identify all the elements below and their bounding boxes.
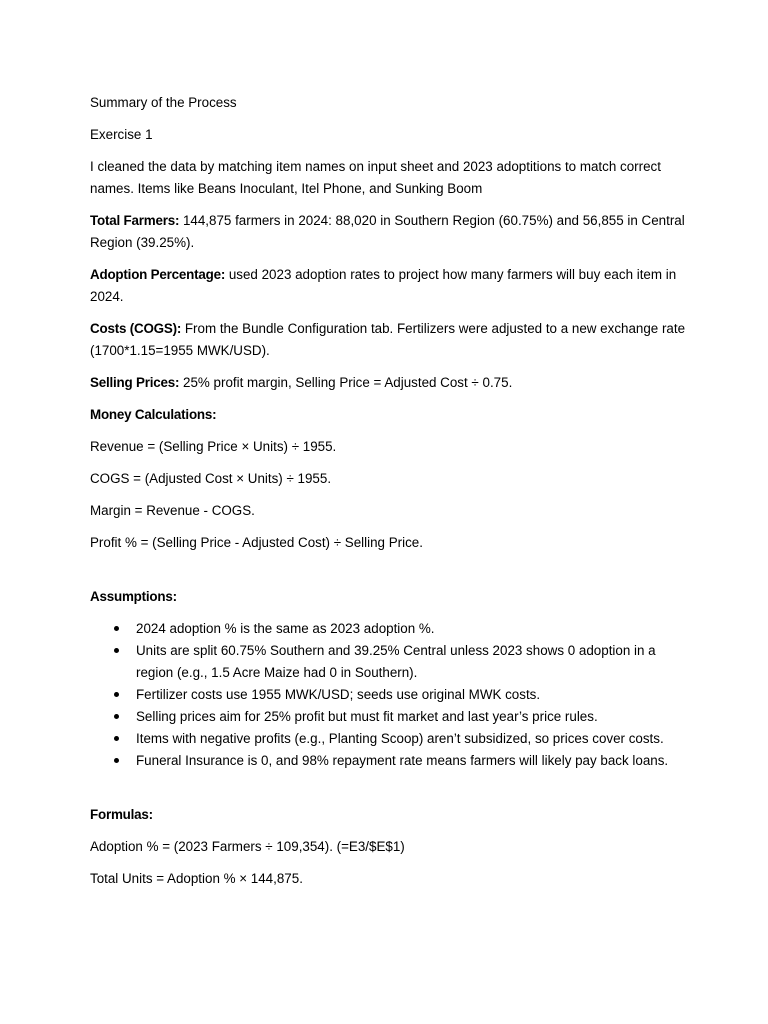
margin-formula: Margin = Revenue - COGS. — [90, 503, 255, 518]
assumption-item: Fertilizer costs use 1955 MWK/USD; seeds use original MWK costs. — [90, 684, 690, 706]
selling-prices-label: Selling Prices: — [90, 375, 180, 390]
adoption-percentage-label: Adoption Percentage: — [90, 267, 226, 282]
profit-formula: Profit % = (Selling Price - Adjusted Cost) ÷ Selling Price. — [90, 535, 423, 550]
total-farmers-paragraph — [90, 210, 690, 254]
assumption-item: 2024 adoption % is the same as 2023 adoption %. — [90, 618, 690, 640]
intro-paragraph: I cleaned the data by matching item names on input sheet and 2023 adoptitions to match correct names. Items like Beans Inoculant, Itel Phone, and Sunking Boom — [90, 159, 661, 196]
selling-prices-text: 25% profit margin, Selling Price = Adjusted Cost ÷ 0.75. — [179, 375, 513, 390]
assumption-item: Items with negative profits (e.g., Planting Scoop) aren’t subsidized, so prices cover costs. — [90, 728, 690, 750]
selling-prices-paragraph — [90, 372, 690, 394]
document-body — [90, 92, 690, 890]
revenue-formula: Revenue = (Selling Price × Units) ÷ 1955. — [90, 439, 337, 454]
total-units-formula: Total Units = Adoption % × 144,875. — [90, 871, 303, 886]
formulas-heading: Formulas: — [90, 807, 153, 822]
assumptions-heading: Assumptions: — [90, 589, 177, 604]
exercise-heading: Exercise 1 — [90, 127, 153, 142]
assumption-item: Selling prices aim for 25% profit but must fit market and last year’s price rules. — [90, 706, 690, 728]
money-calculations-heading: Money Calculations: — [90, 407, 217, 422]
cogs-formula: COGS = (Adjusted Cost × Units) ÷ 1955. — [90, 471, 332, 486]
adoption-percentage-paragraph — [90, 264, 690, 308]
total-farmers-label: Total Farmers: — [90, 213, 180, 228]
adoption-percentage-text: used 2023 adoption rates to project how many farmers will buy each item in 2024. — [90, 267, 677, 304]
assumptions-list — [90, 618, 690, 772]
adoption-formula: Adoption % = (2023 Farmers ÷ 109,354). (=E3/$E$1) — [90, 839, 405, 854]
costs-paragraph — [90, 318, 690, 362]
assumption-item: Units are split 60.75% Southern and 39.25% Central unless 2023 shows 0 adoption in a region (e.g., 1.5 Acre Maize had 0 in Southern). — [90, 640, 690, 684]
assumption-item: Funeral Insurance is 0, and 98% repayment rate means farmers will likely pay back loans. — [90, 750, 690, 772]
document-title: Summary of the Process — [90, 95, 237, 110]
total-farmers-text: 144,875 farmers in 2024: 88,020 in Southern Region (60.75%) and 56,855 in Central Region (39.25%). — [90, 213, 685, 250]
costs-label: Costs (COGS): — [90, 321, 182, 336]
costs-text: From the Bundle Configuration tab. Fertilizers were adjusted to a new exchange rate (1700*1.15=1955 MWK/USD). — [90, 321, 686, 358]
